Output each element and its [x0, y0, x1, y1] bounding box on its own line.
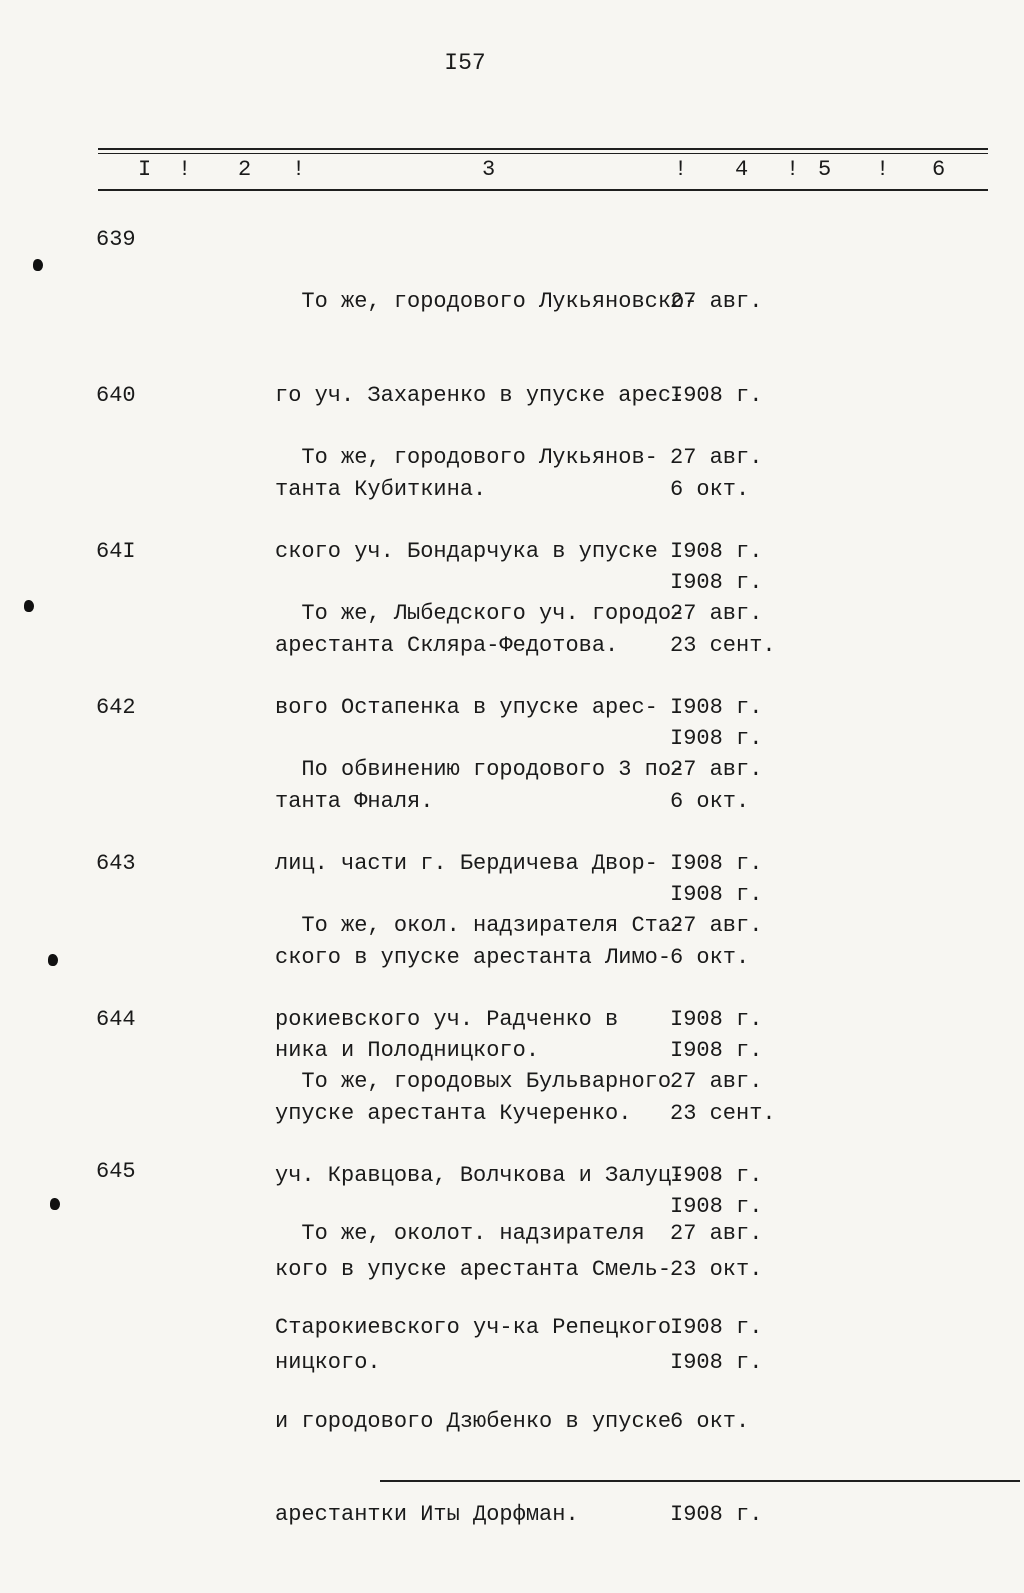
punch-hole-mark: [33, 259, 43, 271]
date-line: 27 авг.: [670, 757, 763, 783]
column-header-2: 2: [238, 157, 252, 182]
description-line: и городового Дзюбенко в упуске: [275, 1408, 672, 1434]
entry-number: 64I: [96, 539, 136, 564]
description-line: арестантки Иты Дорфман.: [275, 1502, 579, 1528]
column-separator: !: [786, 157, 800, 182]
description-line: То же, городовых Бульварного: [275, 1069, 672, 1095]
entry-description: [275, 1156, 685, 1593]
column-header-5: 5: [818, 157, 832, 182]
description-line: уч. Кравцова, Волчкова и Залуц-: [275, 1163, 685, 1188]
date-line: 27 авг.: [670, 1069, 763, 1095]
date-line: 6 окт.: [670, 1408, 750, 1434]
column-separator: !: [674, 157, 688, 182]
entry-number: 643: [96, 851, 136, 876]
date-line: I908 г.: [670, 1007, 763, 1032]
column-separator: !: [178, 157, 192, 182]
description-line: рокиевского уч. Радченко в: [275, 1007, 619, 1032]
column-header-4: 4: [735, 157, 749, 182]
date-line: I908 г.: [670, 726, 763, 752]
description-line: упуске арестанта Кучеренко.: [275, 1100, 632, 1126]
description-line: танта Кубиткина.: [275, 476, 487, 502]
description-line: вого Остапенка в упуске арес-: [275, 695, 658, 720]
punch-hole-mark: [50, 1198, 60, 1210]
date-line: 6 окт.: [670, 788, 750, 814]
date-line: I908 г.: [670, 570, 763, 596]
description-line: То же, городового Лукьяновско-: [275, 289, 698, 315]
description-line: ского в упуске арестанта Лимо-: [275, 944, 672, 970]
entry-number: 644: [96, 1007, 136, 1032]
description-line: То же, городового Лукьянов-: [275, 445, 658, 471]
description-line: арестанта Скляра-Федотова.: [275, 632, 619, 658]
description-line: Старокиевского уч-ка Репецкого: [275, 1315, 672, 1340]
date-line: I908 г.: [670, 1350, 763, 1376]
date-line: I908 г.: [670, 1038, 763, 1064]
description-line: По обвинению городового 3 по-: [275, 757, 685, 783]
top-double-rule: [98, 148, 988, 150]
entry-number: 645: [96, 1159, 136, 1184]
table-header: [0, 155, 1024, 185]
description-line: ницкого.: [275, 1350, 381, 1376]
date-line: I908 г.: [670, 695, 763, 720]
header-bottom-rule: [98, 189, 988, 191]
punch-hole-mark: [24, 600, 34, 612]
description-line: лиц. части г. Бердичева Двор-: [275, 851, 658, 876]
date-line: 27 авг.: [670, 913, 763, 939]
column-separator: !: [876, 157, 890, 182]
description-line: го уч. Захаренко в упуске арес-: [275, 383, 685, 408]
description-line: ника и Полодницкого.: [275, 1038, 540, 1064]
date-line: 6 окт.: [670, 476, 750, 502]
date-line: I908 г.: [670, 539, 763, 564]
description-line: танта Фналя.: [275, 788, 434, 814]
description-line: То же, окол. надзирателя Ста-: [275, 913, 685, 939]
date-line: I908 г.: [670, 1194, 763, 1220]
date-line: I908 г.: [670, 1502, 763, 1528]
page-number: I57: [444, 50, 486, 76]
date-line: 27 авг.: [670, 1221, 763, 1247]
date-line: 23 окт.: [670, 1256, 763, 1282]
description-line: То же, Лыбедского уч. городо-: [275, 601, 685, 627]
entry-number: 640: [96, 383, 136, 408]
date-line: 27 авг.: [670, 445, 763, 471]
column-header-1: I: [138, 157, 152, 182]
entry-number: 639: [96, 227, 136, 252]
date-line: 27 авг.: [670, 601, 763, 627]
date-line: I908 г.: [670, 882, 763, 908]
column-header-6: 6: [932, 157, 946, 182]
bottom-edge-rule: [380, 1480, 1020, 1482]
date-line: I908 г.: [670, 383, 763, 408]
date-line: I908 г.: [670, 851, 763, 876]
entry-dates: [670, 1156, 790, 1593]
description-line: ского уч. Бондарчука в упуске: [275, 539, 658, 564]
description-line: То же, околот. надзирателя: [275, 1221, 645, 1247]
punch-hole-mark: [48, 954, 58, 966]
date-line: I908 г.: [670, 1163, 763, 1188]
date-line: I908 г.: [670, 1315, 763, 1340]
column-header-3: 3: [482, 157, 496, 182]
description-line: кого в упуске арестанта Смель-: [275, 1256, 672, 1282]
date-line: 23 сент.: [670, 1100, 776, 1126]
top-double-rule-inner: [98, 153, 988, 154]
column-separator: !: [292, 157, 306, 182]
date-line: 6 окт.: [670, 944, 750, 970]
entry-number: 642: [96, 695, 136, 720]
date-line: 23 сент.: [670, 632, 776, 658]
date-line: 27 авг.: [670, 289, 763, 315]
